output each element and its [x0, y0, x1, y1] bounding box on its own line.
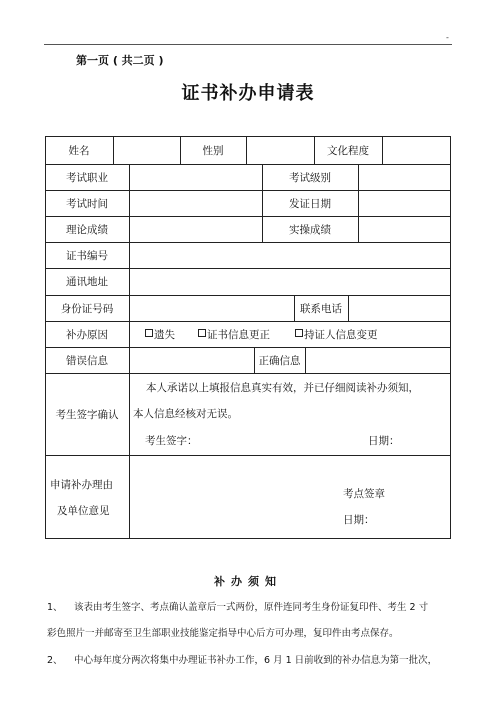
row-divider [45, 455, 451, 456]
page-mark: - [446, 33, 449, 42]
checkbox-icon[interactable] [198, 329, 206, 337]
address-label: 通讯地址 [66, 276, 108, 288]
gender-label: 性别 [202, 144, 224, 157]
notice-title: 补办须知 [214, 575, 282, 588]
correct-info-field[interactable] [305, 347, 451, 373]
education-field[interactable] [382, 136, 451, 164]
seal-date-label: 日期： [343, 514, 375, 526]
reason-option-label: 持证人信息变更 [304, 328, 378, 341]
exam-level-field[interactable] [358, 164, 451, 190]
reason-option-label: 证书信息更正 [207, 328, 270, 341]
exam-occupation-label: 考试职业 [66, 171, 108, 184]
issue-date-field[interactable] [358, 190, 451, 216]
student-signature-label: 考生签字： [145, 435, 198, 447]
checkbox-icon[interactable] [145, 329, 153, 337]
opinion-label: 申请补办理由 [50, 479, 113, 491]
notice-item-number: 2、 [47, 655, 63, 666]
document-title: 证书补办申请表 [181, 83, 315, 104]
reason-label: 补办原因 [66, 328, 108, 341]
theory-score-label: 理论成绩 [66, 223, 108, 236]
reason-option-correction[interactable] [198, 321, 270, 347]
reason-option-lost[interactable] [145, 321, 175, 347]
gender-field[interactable] [246, 136, 314, 164]
page-label: 第一页 ( 共二页 ) [76, 54, 164, 67]
name-label: 姓名 [68, 144, 90, 157]
name-field[interactable] [113, 136, 180, 164]
notice-item-number: 1、 [47, 602, 63, 613]
practice-score-field[interactable] [358, 216, 451, 242]
practice-score-label: 实操成绩 [289, 223, 331, 236]
exam-site-seal-label: 考点签章 [343, 488, 385, 500]
certificate-number-field[interactable] [129, 242, 451, 268]
issue-date-label: 发证日期 [289, 197, 331, 210]
signature-confirm-label: 考生签字确认 [55, 408, 119, 421]
address-field[interactable] [129, 268, 451, 295]
exam-time-field[interactable] [129, 190, 262, 216]
reason-option-label: 遗失 [154, 328, 175, 341]
statement-line: 本人信息经核对无误。 [133, 408, 238, 420]
id-number-field[interactable] [129, 295, 294, 321]
id-number-label: 身份证号码 [60, 302, 114, 315]
phone-label: 联系电话 [300, 302, 342, 315]
exam-level-label: 考试级别 [289, 171, 331, 184]
certificate-number-label: 证书编号 [66, 249, 108, 262]
checkbox-icon[interactable] [295, 329, 303, 337]
wrong-info-field[interactable] [129, 347, 254, 373]
header-rule [44, 44, 452, 45]
education-label: 文化程度 [327, 144, 369, 157]
notice-item-text: 中心每年度分两次将集中办理证书补办工作，6 月 1 日前收到的补办信息为第一批次， [74, 655, 438, 666]
reason-option-holder-change[interactable] [295, 321, 378, 347]
phone-field[interactable] [348, 295, 451, 321]
statement-line: 本人承诺以上填报信息真实有效，并已仔细阅读补办须知， [146, 382, 419, 394]
signature-date-label: 日期： [368, 435, 400, 447]
theory-score-field[interactable] [129, 216, 262, 242]
exam-occupation-field[interactable] [129, 164, 262, 190]
exam-time-label: 考试时间 [66, 197, 108, 210]
notice-item-text: 该表由考生签字、考点确认盖章后一式两份，原件连同考生身份证复印件、考生 2 寸 [74, 602, 429, 613]
correct-info-label: 正确信息 [258, 354, 301, 367]
opinion-label: 及单位意见 [57, 505, 110, 517]
notice-item-text: 彩色照片一并邮寄至卫生部职业技能鉴定指导中心后方可办理，复印件由考点保存。 [47, 628, 399, 639]
wrong-info-label: 错误信息 [66, 354, 108, 367]
